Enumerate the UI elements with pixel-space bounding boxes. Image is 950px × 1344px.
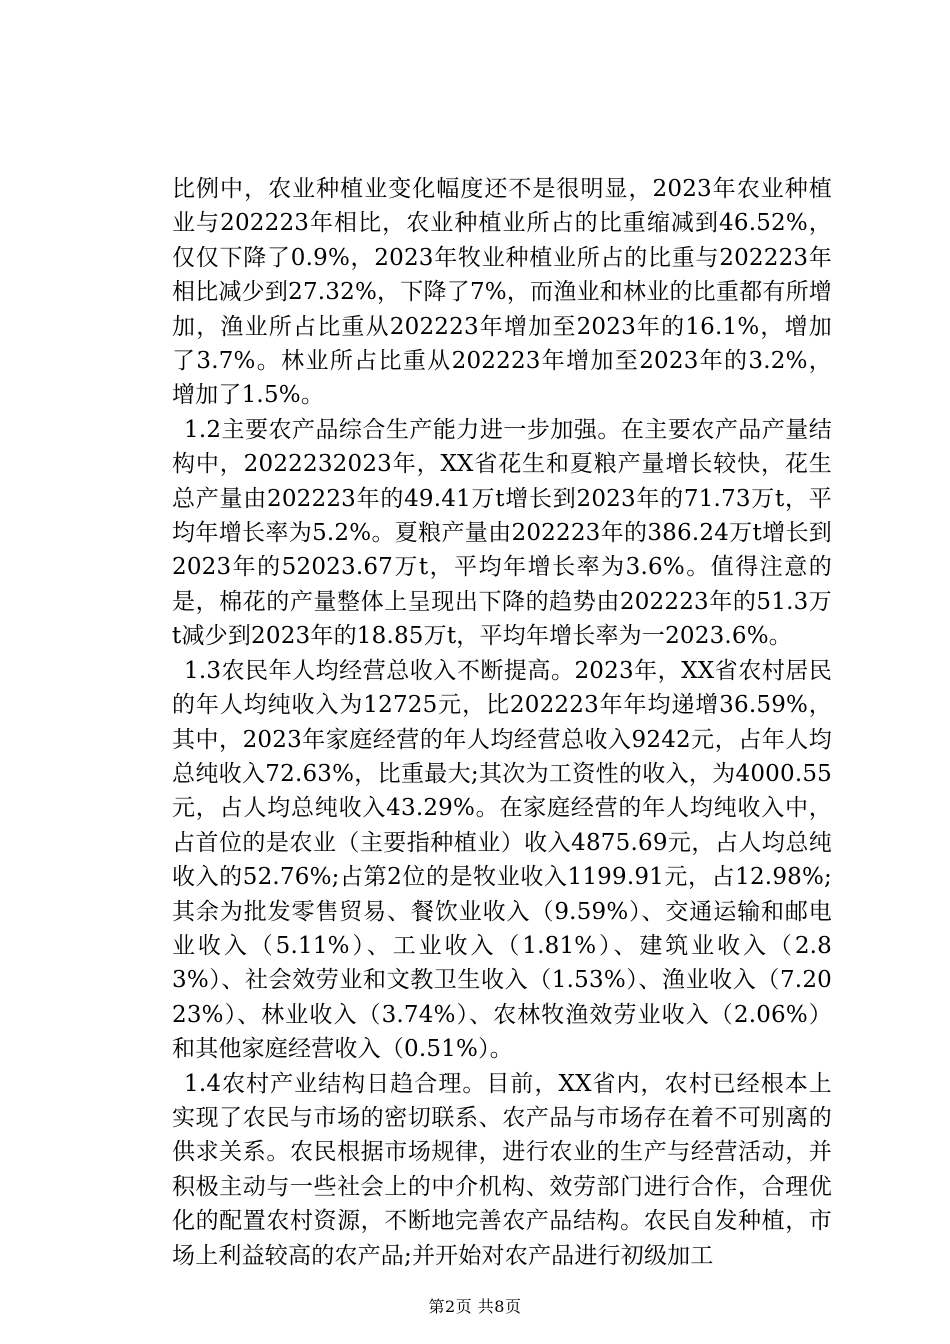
paragraph-industry-structure: 1.4农村产业结构日趋合理。目前，XX省内，农村已经根本上实现了农民与市场的密切联系、农产品与市场存在着不可别离的供求关系。农民根据市场规律，进行农业的生产与经营活动，并积极主动与一些社会上的中介机构、效劳部门进行合作，合理优化的配置农村资源，不断地完善农产品结构。农民自发种植，市场上利益较高的农产品;并开始对农产品进行初级加工: [172, 1070, 832, 1269]
paragraph-farmer-income: 1.3农民年人均经营总收入不断提高。2023年，XX省农村居民的年人均纯收入为12725元，比202223年年均递增36.59%，其中，2023年家庭经营的年人均经营总收入9242元，占年人均总纯收入72.63%，比重最大;其次为工资性的收入，为4000.55元，占人均总纯收入43.29%。在家庭经营的年人均纯收入中，占首位的是农业（主要指种植业）收入4875.69元，占人均总纯收入的52.76%;占第2位的是牧业收入1199.91元，占12.98%;其余为批发零售贸易、餐饮业收入（9.59%）、交通运输和邮电业收入（5.11%）、工业收入（1.81%）、建筑业收入（2.83%）、社会效劳业和文教卫生收入（1.53%）、渔业收入（7.2023%）、林业收入（3.74%）、农林牧渔效劳业收入（2.06%）和其他家庭经营收入（0.51%）。: [172, 657, 832, 1063]
paragraph-structure-ratio: 比例中，农业种植业变化幅度还不是很明显，2023年农业种植业与202223年相比，农业种植业所占的比重缩减到46.52%，仅仅下降了0.9%，2023年牧业种植业所占的比重与202223年相比减少到27.32%，下降了7%，而渔业和林业的比重都有所增加，渔业所占比重从202223年增加至2023年的16.1%，增加了3.7%。林业所占比重从202223年增加至2023年的3.2%，增加了1.5%。: [172, 176, 832, 409]
paragraph-production-capacity: 1.2主要农产品综合生产能力进一步加强。在主要农产品产量结构中，2022232023年，XX省花生和夏粮产量增长较快，花生总产量由202223年的49.41万t增长到2023年的71.73万t，平均年增长率为5.2%。夏粮产量由202223年的386.24万t增长到2023年的52023.67万t，平均年增长率为3.6%。值得注意的是，棉花的产量整体上呈现出下降的趋势由202223年的51.3万t减少到2023年的18.85万t，平均年增长率为一2023.6%。: [172, 416, 832, 650]
page-footer: 第2页 共8页: [428, 1297, 522, 1316]
document-body: [172, 172, 832, 1273]
